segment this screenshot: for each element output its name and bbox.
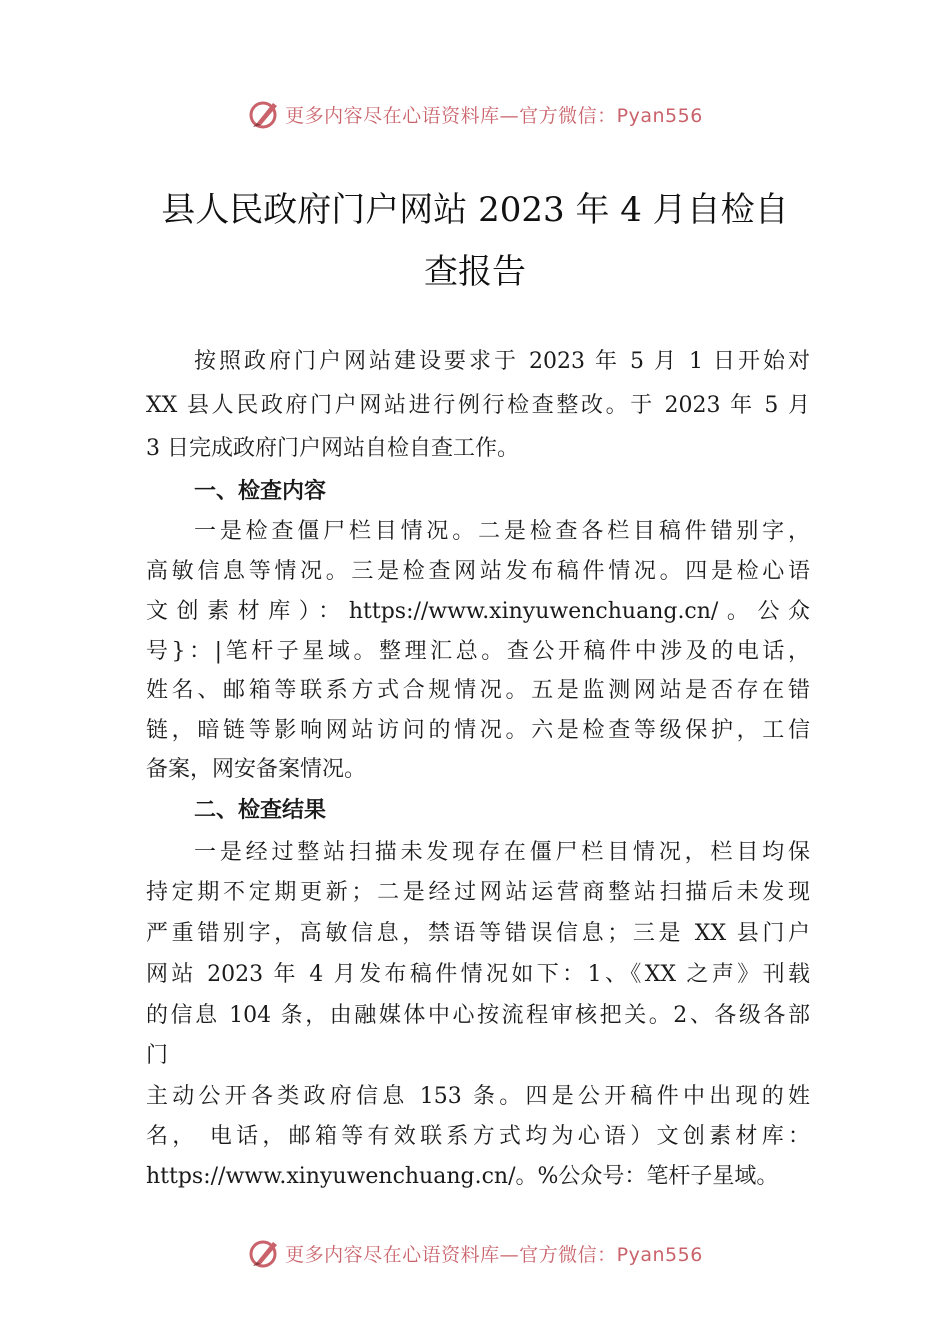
paragraph-line: 一是经过整站扫描未发现存在僵尸栏目情况，栏目均保 [194,840,810,865]
pen-logo-icon [247,97,281,131]
paragraph-line: 备案，网安备案情况。 [146,757,367,782]
section-heading: 二、检查结果 [194,798,327,823]
paragraph-line: XX 县人民政府门户网站进行例行检查整改。于 2023 年 5 月 [146,393,810,418]
paragraph-line: 的信息 104 条，由融媒体中心按流程审核把关。2、各级各部 [146,1003,810,1028]
paragraph-line: 姓名、邮箱等联系方式合规情况。五是监测网站是否存在错 [146,678,810,703]
wechat-id: Pyan556 [616,1243,703,1266]
paragraph-line: 网站 2023 年 4 月发布稿件情况如下：1、《XX 之声》刊载 [146,962,810,987]
paragraph-line: 高敏信息等情况。三是检查网站发布稿件情况。四是检心语 [146,559,810,584]
paragraph-line: 链，暗链等影响网站访问的情况。六是检查等级保护，工信 [146,718,810,743]
paragraph-line: 号}：|笔杆子星域。整理汇总。查公开稿件中涉及的电话， [146,639,810,664]
paragraph-line-url: 文创素材库）：https://www.xinyuwenchuang.cn/。公众 [146,599,810,624]
header-banner [0,94,950,134]
paragraph-line: 主动公开各类政府信息 153 条。四是公开稿件中出现的姓 [146,1084,810,1109]
banner-text: 更多内容尽在心语资料库—官方微信：Pyan556 [285,1243,703,1266]
banner-text: 更多内容尽在心语资料库—官方微信：Pyan556 [285,104,703,127]
paragraph-line: 一是检查僵尸栏目情况。二是检查各栏目稿件错别字， [194,519,810,544]
paragraph-line: 3 日完成政府门户网站自检自查工作。 [146,436,519,461]
section-heading: 一、检查内容 [194,479,327,504]
paragraph-line: 名， 电话，邮箱等有效联系方式均为心语）文创素材库： [146,1124,810,1149]
page-title-line-1: 县人民政府门户网站 2023 年 4 月自检自 [161,190,789,230]
page-title-line-2: 查报告 [424,252,526,292]
footer-banner [0,1233,950,1273]
pen-logo-icon [247,1236,281,1270]
paragraph-line: 门 [146,1043,169,1068]
paragraph-line-url: https://www.xinyuwenchuang.cn/。%公众号：笔杆子星域。 [146,1164,779,1189]
paragraph-line: 按照政府门户网站建设要求于 2023 年 5 月 1 日开始对 [194,349,810,374]
paragraph-line: 持定期不定期更新；二是经过网站运营商整站扫描后未发现 [146,880,810,905]
paragraph-line: 严重错别字，高敏信息，禁语等错误信息；三是 XX 县门户 [146,921,810,946]
wechat-id: Pyan556 [616,104,703,127]
